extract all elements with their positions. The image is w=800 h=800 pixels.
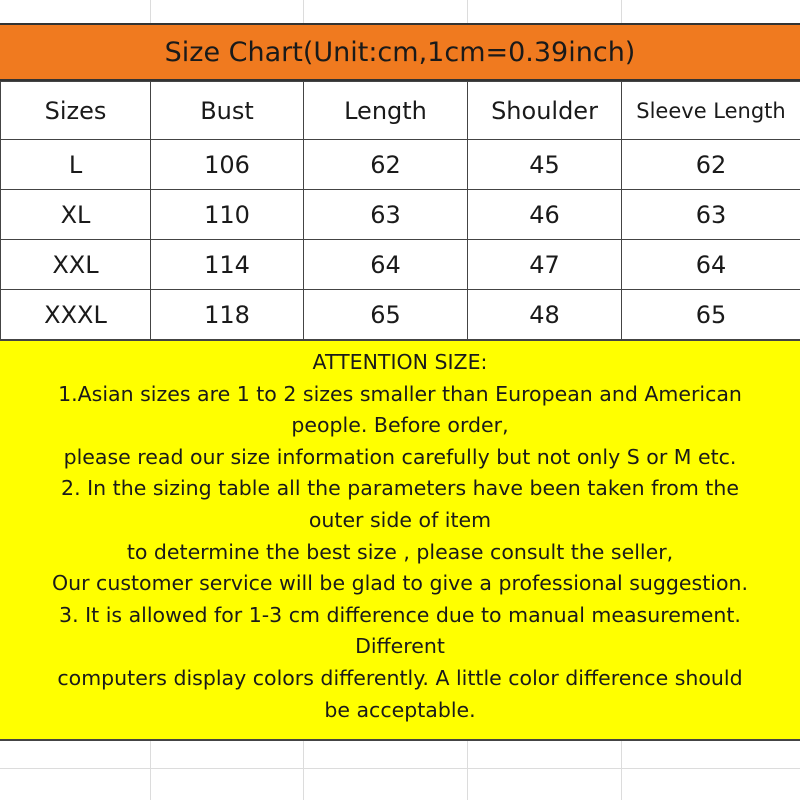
- grid-line: [150, 0, 151, 23]
- size-table: [0, 81, 800, 340]
- table-row: [1, 240, 800, 290]
- grid-line: [467, 0, 468, 23]
- notice-line: Different: [355, 634, 445, 659]
- table-cell: XL: [1, 190, 151, 240]
- table-cell: 62: [622, 140, 800, 190]
- table-cell: 65: [304, 290, 468, 340]
- table-header-row: [1, 82, 800, 140]
- grid-line: [621, 0, 622, 23]
- table-cell: 47: [468, 240, 622, 290]
- header-length: Length: [304, 82, 468, 140]
- table-cell: 46: [468, 190, 622, 240]
- table-cell: XXL: [1, 240, 151, 290]
- table-cell: 118: [151, 290, 304, 340]
- header-sizes: Sizes: [1, 82, 151, 140]
- grid-line: [303, 741, 304, 800]
- table-cell: 63: [304, 190, 468, 240]
- table-cell: 48: [468, 290, 622, 340]
- grid-line: [0, 768, 800, 769]
- table-row: [1, 140, 800, 190]
- notice-line: people. Before order,: [291, 413, 509, 438]
- table-cell: 64: [622, 240, 800, 290]
- grid-line: [150, 741, 151, 800]
- table-row: [1, 190, 800, 240]
- notice-line: 1.Asian sizes are 1 to 2 sizes smaller than European and American: [58, 381, 742, 406]
- table-cell: L: [1, 140, 151, 190]
- table-cell: 114: [151, 240, 304, 290]
- header-sleeve-length: Sleeve Length: [622, 82, 800, 140]
- size-chart-title: Size Chart(Unit:cm,1cm=0.39inch): [0, 23, 800, 81]
- notice-line: 2. In the sizing table all the parameters have been taken from the: [61, 476, 739, 501]
- notice-heading: ATTENTION SIZE:: [312, 350, 488, 374]
- notice-line: outer side of item: [308, 507, 492, 532]
- grid-line: [303, 0, 304, 23]
- table-row: [1, 290, 800, 340]
- notice-line: computers display colors differently. A little color difference should: [57, 665, 743, 690]
- grid-line: [467, 741, 468, 800]
- attention-notice: [0, 339, 800, 741]
- notice-line: be acceptable.: [324, 697, 476, 722]
- table-cell: 65: [622, 290, 800, 340]
- notice-line: please read our size information carefully but not only S or M etc.: [63, 444, 737, 469]
- grid-line: [621, 741, 622, 800]
- table-cell: 110: [151, 190, 304, 240]
- header-shoulder: Shoulder: [468, 82, 622, 140]
- notice-line: 3. It is allowed for 1-3 cm difference due to manual measurement.: [59, 602, 741, 627]
- notice-line: to determine the best size , please consult the seller,: [126, 539, 674, 564]
- table-cell: XXXL: [1, 290, 151, 340]
- header-bust: Bust: [151, 82, 304, 140]
- table-cell: 106: [151, 140, 304, 190]
- notice-line: Our customer service will be glad to give a professional suggestion.: [51, 571, 749, 596]
- table-cell: 63: [622, 190, 800, 240]
- table-cell: 62: [304, 140, 468, 190]
- table-cell: 45: [468, 140, 622, 190]
- table-cell: 64: [304, 240, 468, 290]
